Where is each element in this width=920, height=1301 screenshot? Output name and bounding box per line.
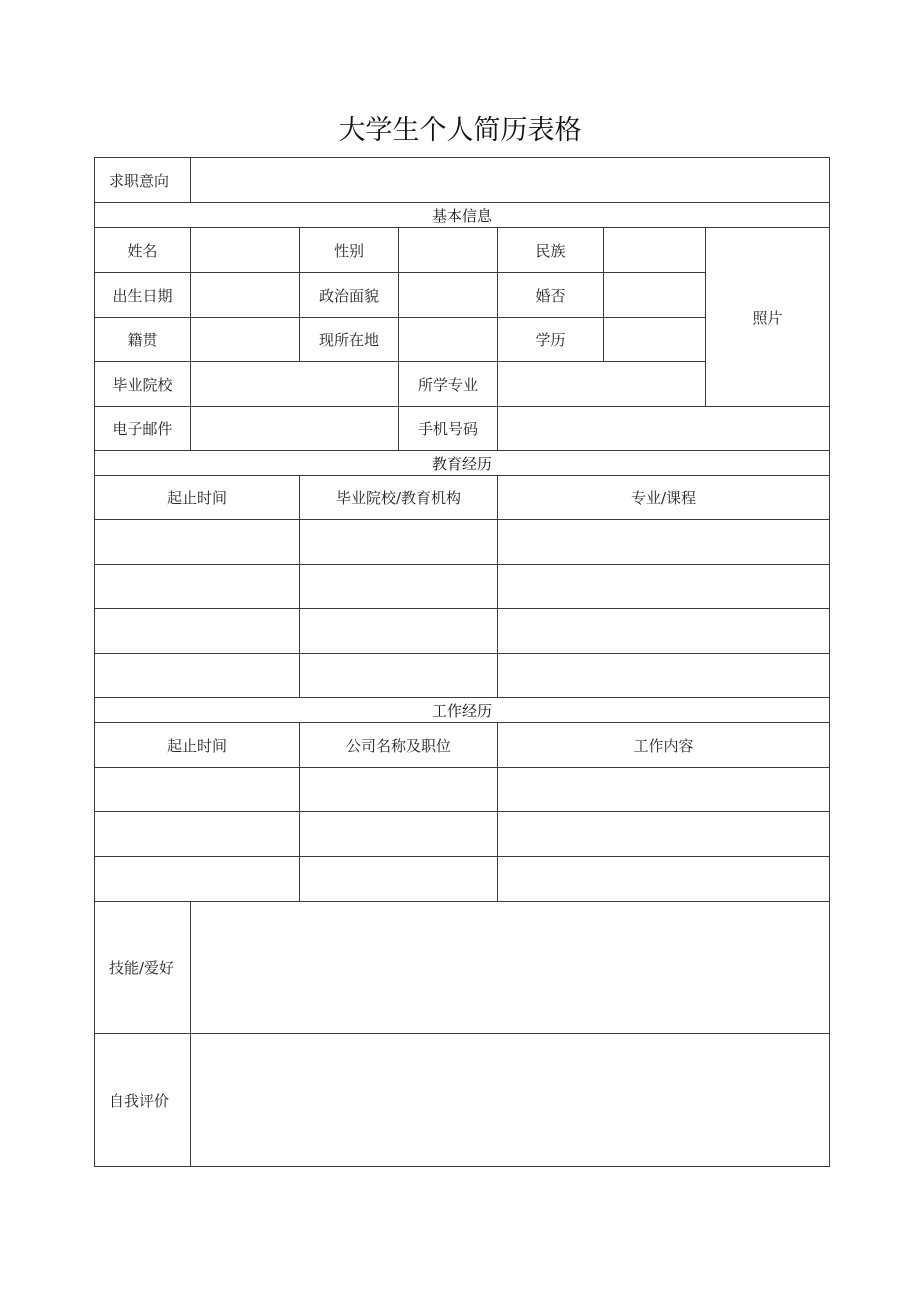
current-location-label: 现所在地 — [299, 317, 399, 362]
education-level-field[interactable] — [603, 317, 706, 362]
work-row-2-content[interactable] — [497, 811, 830, 857]
graduate-school-field[interactable] — [190, 361, 399, 407]
work-section-header: 工作经历 — [94, 697, 830, 723]
education-row-3-major[interactable] — [497, 608, 830, 654]
education-row-1-major[interactable] — [497, 519, 830, 565]
ethnicity-field[interactable] — [603, 227, 706, 273]
name-label: 姓名 — [94, 227, 191, 273]
education-row-3-period[interactable] — [94, 608, 300, 654]
education-row-4-period[interactable] — [94, 653, 300, 698]
education-level-label: 学历 — [497, 317, 604, 362]
birth-date-field[interactable] — [190, 272, 300, 318]
work-col-content: 工作内容 — [497, 722, 830, 768]
objective-label: 求职意向 — [94, 157, 191, 203]
name-field[interactable] — [190, 227, 300, 273]
work-row-3-content[interactable] — [497, 856, 830, 902]
work-row-1-period[interactable] — [94, 767, 300, 812]
marital-status-label: 婚否 — [497, 272, 604, 318]
work-row-3-company[interactable] — [299, 856, 498, 902]
self-evaluation-label: 自我评价 — [94, 1033, 191, 1167]
work-col-company: 公司名称及职位 — [299, 722, 498, 768]
education-section-header: 教育经历 — [94, 450, 830, 476]
education-row-4-school[interactable] — [299, 653, 498, 698]
work-row-1-content[interactable] — [497, 767, 830, 812]
email-field[interactable] — [190, 406, 399, 451]
skills-label: 技能/爱好 — [94, 901, 191, 1034]
marital-status-field[interactable] — [603, 272, 706, 318]
current-location-field[interactable] — [398, 317, 498, 362]
political-status-field[interactable] — [398, 272, 498, 318]
education-row-1-school[interactable] — [299, 519, 498, 565]
education-col-major: 专业/课程 — [497, 475, 830, 520]
work-row-3-period[interactable] — [94, 856, 300, 902]
gender-field[interactable] — [398, 227, 498, 273]
education-row-4-major[interactable] — [497, 653, 830, 698]
graduate-school-label: 毕业院校 — [94, 361, 191, 407]
major-field[interactable] — [497, 361, 706, 407]
basic-info-section-header: 基本信息 — [94, 202, 830, 228]
skills-field[interactable] — [190, 901, 830, 1034]
self-evaluation-field[interactable] — [190, 1033, 830, 1167]
phone-label: 手机号码 — [398, 406, 498, 451]
work-row-1-company[interactable] — [299, 767, 498, 812]
photo-box[interactable]: 照片 — [705, 227, 830, 407]
native-place-field[interactable] — [190, 317, 300, 362]
birth-date-label: 出生日期 — [94, 272, 191, 318]
objective-field[interactable] — [190, 157, 830, 203]
education-row-2-period[interactable] — [94, 564, 300, 609]
education-col-period: 起止时间 — [94, 475, 300, 520]
education-row-2-major[interactable] — [497, 564, 830, 609]
education-row-1-period[interactable] — [94, 519, 300, 565]
major-label: 所学专业 — [398, 361, 498, 407]
ethnicity-label: 民族 — [497, 227, 604, 273]
work-row-2-company[interactable] — [299, 811, 498, 857]
education-row-3-school[interactable] — [299, 608, 498, 654]
page-title: 大学生个人简历表格 — [338, 115, 582, 146]
work-col-period: 起止时间 — [94, 722, 300, 768]
political-status-label: 政治面貌 — [299, 272, 399, 318]
native-place-label: 籍贯 — [94, 317, 191, 362]
education-row-2-school[interactable] — [299, 564, 498, 609]
work-row-2-period[interactable] — [94, 811, 300, 857]
phone-field[interactable] — [497, 406, 830, 451]
gender-label: 性别 — [299, 227, 399, 273]
email-label: 电子邮件 — [94, 406, 191, 451]
education-col-school: 毕业院校/教育机构 — [299, 475, 498, 520]
